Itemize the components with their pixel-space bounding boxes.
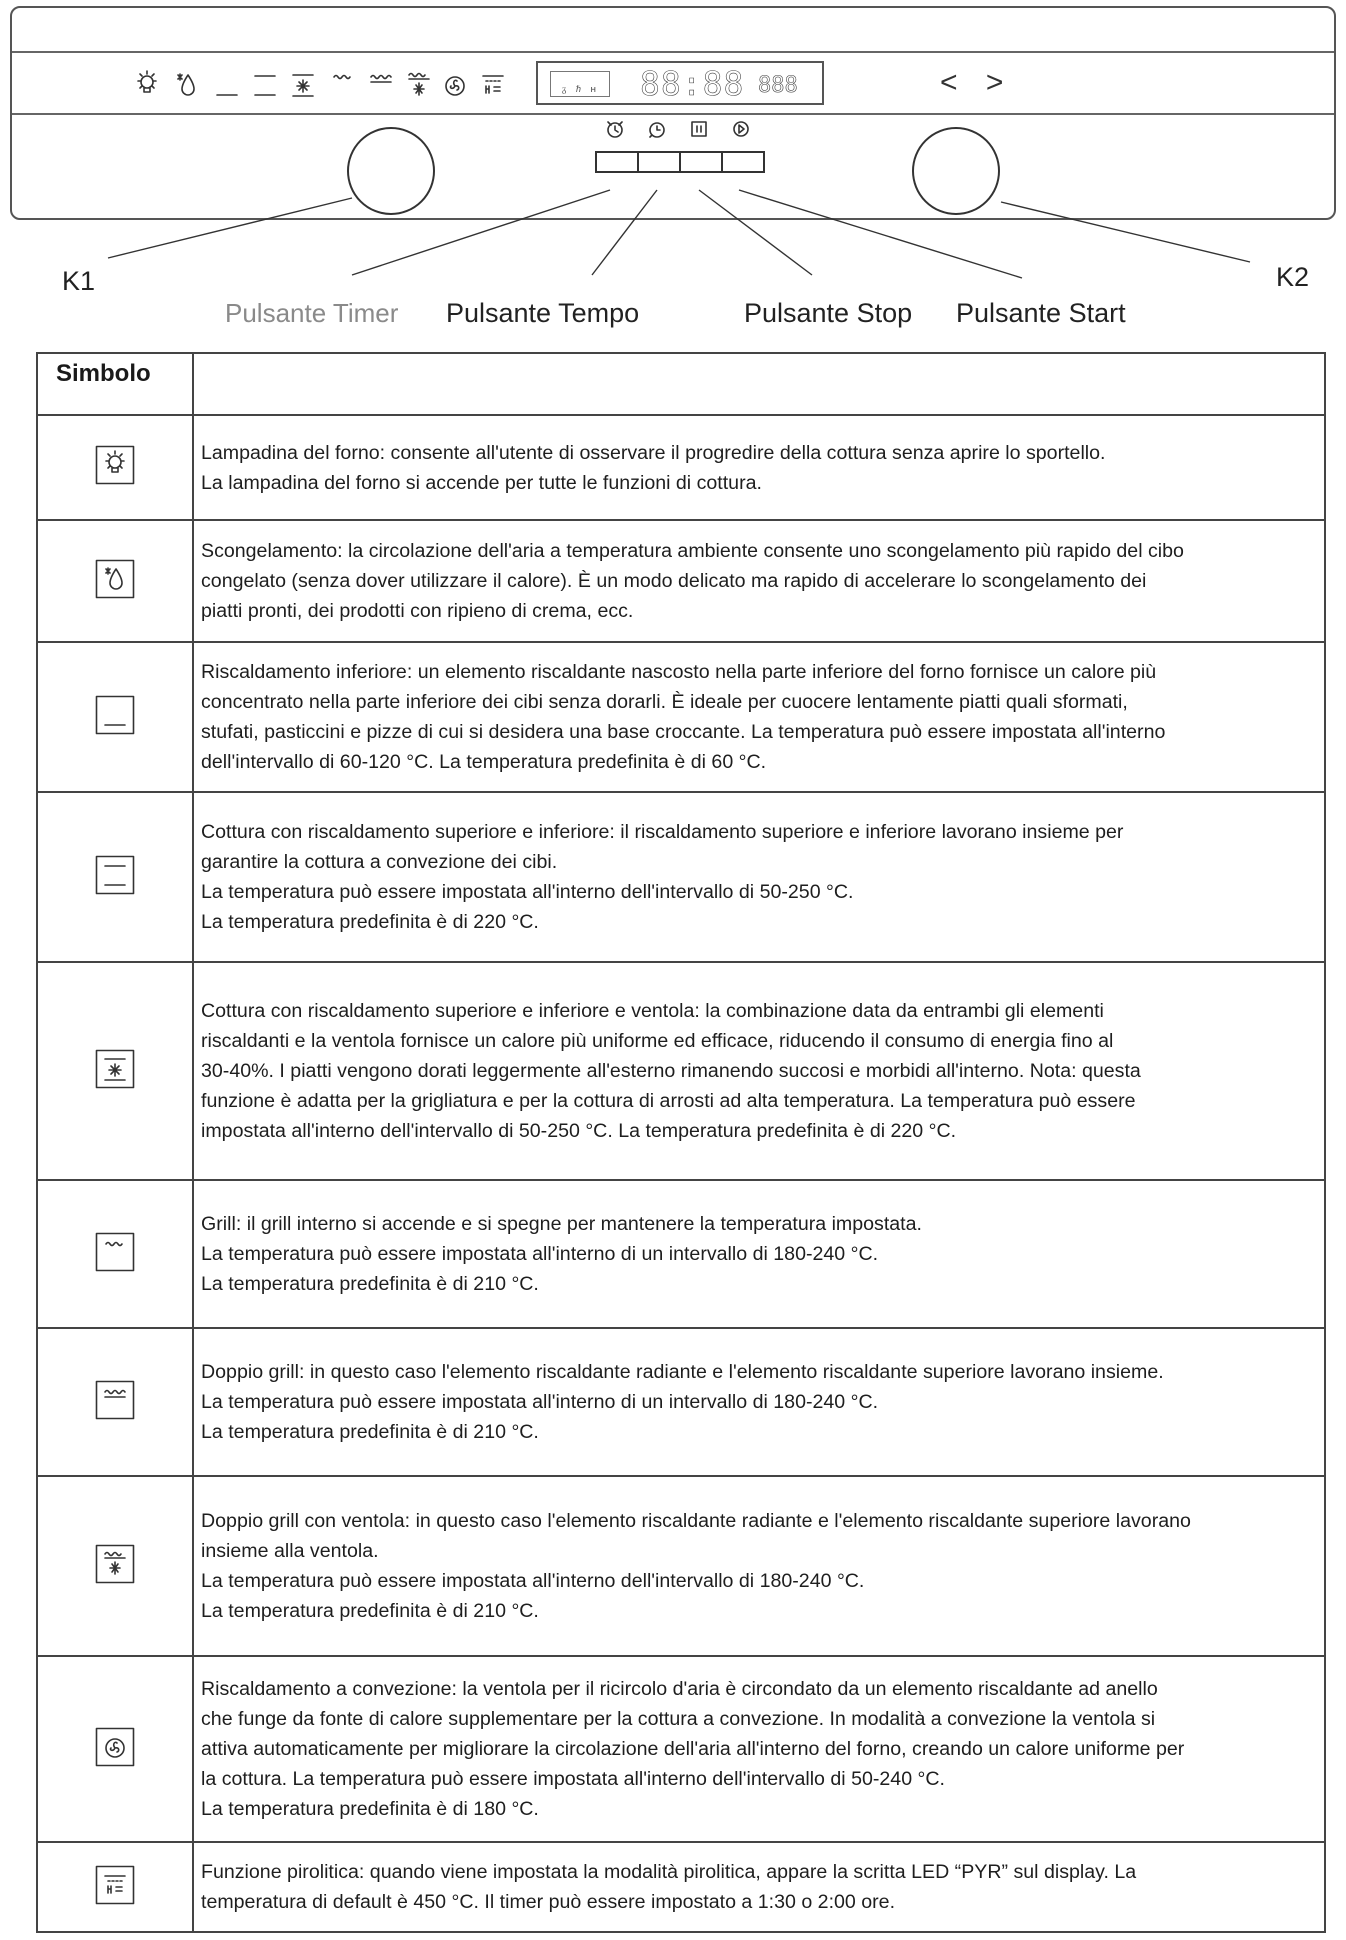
description-cell [193, 1180, 1325, 1328]
convection-icon [440, 67, 470, 101]
description-line: Riscaldamento a convezione: la ventola per il ricircolo d'aria è circondato da un elemento riscaldante ad anello [201, 1678, 1158, 1700]
table-row [37, 415, 1325, 520]
description-line: che funge da fonte di calore supplementare per la cottura a convezione. In modalità a convezione la ventola si [201, 1708, 1156, 1730]
timer-button[interactable] [597, 153, 639, 171]
display-function-text: ᵹ ℏ ʜ [562, 85, 598, 95]
grill-icon [328, 67, 358, 101]
button-row [595, 151, 765, 173]
callout-timer: Pulsante Timer [225, 298, 399, 328]
time-button[interactable] [639, 153, 681, 171]
description-line: dell'intervallo di 60-120 °C. La temperatura predefinita è di 60 °C. [201, 751, 767, 773]
top-bottom-fan-icon [288, 67, 318, 101]
description-line: La temperatura predefinita è di 210 °C. [201, 1421, 539, 1443]
knob-k2[interactable] [912, 127, 1000, 215]
table-row [37, 520, 1325, 642]
callout-start: Pulsante Start [956, 298, 1126, 328]
description-line: La temperatura può essere impostata all'interno di un intervallo di 180-240 °C. [201, 1391, 879, 1413]
table-row [37, 792, 1325, 962]
table-header-row [37, 353, 1325, 415]
bottom-heat-icon [95, 695, 135, 735]
description-cell [193, 1476, 1325, 1656]
defrost-icon [172, 67, 202, 101]
bottom-heat-icon [212, 67, 242, 101]
time-icon [646, 118, 668, 140]
description-line: stufati, pasticcini e pizze di cui si desidera una base croccante. La temperatura può essere impostata all'interno [201, 721, 1166, 743]
description-line: la cottura. La temperatura può essere impostata all'interno dell'intervallo di 50-240 °C. [201, 1768, 945, 1790]
callout-k2: K2 [1276, 262, 1310, 292]
description-cell [193, 642, 1325, 792]
description-line: insieme alla ventola. [201, 1540, 379, 1562]
callout-k1: K1 [62, 266, 96, 296]
top-bottom-fan-icon [95, 1049, 135, 1089]
description-line: La temperatura predefinita è di 220 °C. [201, 911, 539, 933]
panel-face [12, 115, 1334, 218]
panel-top-edge [12, 8, 1334, 51]
display-function-indicator [550, 71, 610, 97]
description-line: Scongelamento: la circolazione dell'aria a temperatura ambiente consente uno scongelamento più rapido del cibo [201, 540, 1184, 562]
stop-icon [688, 118, 710, 140]
symbol-cell [37, 792, 193, 962]
table-row [37, 1328, 1325, 1476]
description-line: concentrato nella parte inferiore dei cibi senza dorarli. È ideale per cuocere lentamente piatti quali sformati, [201, 691, 1128, 713]
description-line: congelato (senza dover utilizzare il calore). È un modo delicato ma rapido di accelerare lo scongelamento dei [201, 570, 1147, 592]
top-bottom-heat-icon [250, 67, 280, 101]
description-line: Funzione pirolitica: quando viene impostata la modalità pirolitica, appare la scritta LED “PYR” sul display. La [201, 1861, 1137, 1883]
description-line: piatti pronti, dei prodotti con ripieno di crema, ecc. [201, 600, 634, 622]
table-row [37, 1476, 1325, 1656]
description-line: La temperatura può essere impostata all'interno di un intervallo di 180-240 °C. [201, 1243, 879, 1265]
symbol-cell [37, 642, 193, 792]
description-line: Cottura con riscaldamento superiore e inferiore: il riscaldamento superiore e inferiore lavorano insieme per [201, 821, 1124, 843]
description-cell [193, 1656, 1325, 1842]
symbol-cell [37, 520, 193, 642]
top-bottom-heat-icon [95, 855, 135, 895]
description-line: riscaldanti e la ventola fornisce un calore più uniforme ed efficace, riducendo il consumo di energia fino al [201, 1030, 1114, 1052]
knob-k1[interactable] [347, 127, 435, 215]
description-cell [193, 1328, 1325, 1476]
pyrolytic-icon [478, 67, 508, 101]
double-grill-fan-icon [404, 67, 434, 101]
description-line: Doppio grill con ventola: in questo caso l'elemento riscaldante radiante e l'elemento riscaldante superiore lavorano [201, 1510, 1191, 1532]
description-line: La temperatura può essere impostata all'interno dell'intervallo di 50-250 °C. [201, 881, 854, 903]
symbol-cell [37, 1476, 193, 1656]
description-cell [193, 1842, 1325, 1932]
display-time-digits: 88:88 [640, 64, 745, 103]
callout-stop: Pulsante Stop [744, 298, 913, 328]
description-line: 30-40%. I piatti vengono dorati leggermente all'esterno rimanendo succosi e morbidi all'interno. Nota: questa [201, 1060, 1141, 1082]
table-row [37, 1842, 1325, 1932]
description-cell [193, 520, 1325, 642]
double-grill-icon [366, 67, 396, 101]
symbol-cell [37, 1328, 193, 1476]
lamp-icon [95, 445, 135, 485]
convection-icon [95, 1727, 135, 1767]
description-line: La temperatura può essere impostata all'interno dell'intervallo di 180-240 °C. [201, 1570, 865, 1592]
description-line: La temperatura predefinita è di 210 °C. [201, 1273, 539, 1295]
symbol-table [36, 352, 1326, 1933]
symbol-cell [37, 1656, 193, 1842]
grill-icon [95, 1232, 135, 1272]
description-line: Grill: il grill interno si accende e si spegne per mantenere la temperatura impostata. [201, 1213, 922, 1235]
double-grill-fan-icon [95, 1544, 135, 1584]
mode-display-strip [12, 51, 1334, 115]
pyrolytic-icon [95, 1865, 135, 1905]
description-line: attiva automaticamente per migliorare la circolazione dell'aria all'interno del forno, creando un calore uniforme per [201, 1738, 1185, 1760]
description-line: funzione è adatta per la grigliatura e per la cottura di arrosti ad alta temperatura. La temperatura può essere [201, 1090, 1136, 1112]
table-row [37, 642, 1325, 792]
double-grill-icon [95, 1380, 135, 1420]
table-row [37, 1656, 1325, 1842]
start-icon [730, 118, 752, 140]
timer-icon [604, 118, 626, 140]
description-line: La temperatura predefinita è di 180 °C. [201, 1798, 539, 1820]
table-row [37, 962, 1325, 1180]
description-line: garantire la cottura a convezione dei cibi. [201, 851, 558, 873]
start-button[interactable] [723, 153, 763, 171]
description-line: La lampadina del forno si accende per tutte le funzioni di cottura. [201, 471, 762, 494]
symbol-cell [37, 1180, 193, 1328]
callout-tempo: Pulsante Tempo [446, 298, 640, 328]
stop-button[interactable] [681, 153, 723, 171]
description-line: Lampadina del forno: consente all'utente di osservare il progredire della cottura senza aprire lo sportello. [201, 441, 1106, 464]
description-cell [193, 415, 1325, 520]
oven-control-panel [10, 6, 1336, 220]
display-temp-digits: 888 [758, 73, 798, 98]
description-cell [193, 792, 1325, 962]
description-line: impostata all'interno dell'intervallo di 50-250 °C. La temperatura predefinita è di 220 °C. [201, 1120, 957, 1142]
description-line: Riscaldamento inferiore: un elemento riscaldante nascosto nella parte inferiore del forno fornisce un calore più [201, 661, 1157, 683]
header-description [193, 353, 1325, 415]
lamp-icon [132, 67, 162, 101]
defrost-icon [95, 559, 135, 599]
symbol-cell [37, 962, 193, 1180]
description-cell [193, 962, 1325, 1180]
symbol-cell [37, 415, 193, 520]
description-line: temperatura di default è 450 °C. Il timer può essere impostato a 1:30 o 2:00 ore. [201, 1891, 896, 1913]
description-line: La temperatura predefinita è di 210 °C. [201, 1600, 539, 1622]
led-display [536, 61, 824, 105]
header-symbol: Simbolo [37, 353, 193, 415]
description-line: Doppio grill: in questo caso l'elemento riscaldante radiante e l'elemento riscaldante superiore lavorano insieme. [201, 1361, 1164, 1383]
description-line: Cottura con riscaldamento superiore e inferiore e ventola: la combinazione data da entrambi gli elementi [201, 1000, 1104, 1022]
table-row [37, 1180, 1325, 1328]
symbol-cell [37, 1842, 193, 1932]
nav-arrows[interactable]: < > [940, 66, 1014, 99]
